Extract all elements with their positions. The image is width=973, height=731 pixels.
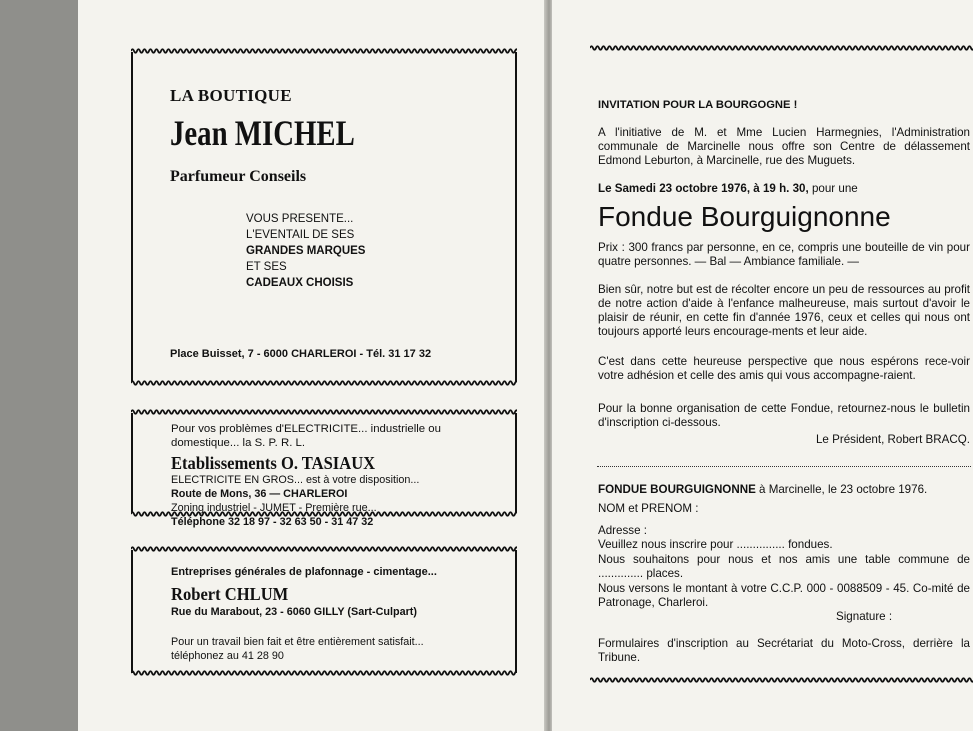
- boutique-line: GRANDES MARQUES: [246, 245, 366, 257]
- invitation-date-bold: Le Samedi 23 octobre 1976, à 19 h. 30,: [598, 182, 809, 195]
- president-signature: Le Président, Robert BRACQ.: [815, 433, 970, 446]
- event-price: Prix : 300 francs par personne, en ce, compris une bouteille de vin pour quatre personnes. — Bal — Ambiance familiale. —: [598, 241, 970, 269]
- boutique-line: CADEAUX CHOISIS: [246, 277, 354, 289]
- border-right: [515, 52, 517, 382]
- border-top: [131, 47, 517, 55]
- form-heading-rest: à Marcinelle, le 23 octobre 1976.: [755, 483, 928, 496]
- right-border-top: [590, 44, 973, 52]
- border-right: [515, 550, 517, 673]
- border-bottom: [131, 379, 517, 387]
- event-paragraph: Pour la bonne organisation de cette Fondue, retournez-nous le bulletin d'inscription ci-dessous.: [598, 402, 970, 430]
- invitation-heading: INVITATION POUR LA BOURGOGNE !: [598, 99, 798, 111]
- border-right: [515, 413, 517, 513]
- boutique-name: Jean MICHEL: [170, 113, 355, 153]
- boutique-line: VOUS PRESENTE...: [246, 213, 354, 225]
- cut-line: [597, 466, 971, 467]
- boutique-subtitle: Parfumeur Conseils: [170, 168, 307, 185]
- border-left: [131, 550, 133, 673]
- tasiaux-line: Route de Mons, 36 — CHARLEROI: [171, 488, 348, 500]
- form-name-label: NOM et PRENOM :: [598, 502, 699, 515]
- event-paragraph: C'est dans cette heureuse perspective que nous espérons rece-voir votre adhésion et celle des amis qui vous accompagne-raient.: [598, 355, 970, 383]
- invitation-date: [598, 182, 970, 196]
- border-top: [131, 408, 517, 416]
- chlum-address: Rue du Marabout, 23 - 6060 GILLY (Sart-Culpart): [171, 606, 417, 618]
- form-footer: Formulaires d'inscription au Secrétariat du Moto-Cross, derrière la Tribune.: [598, 637, 970, 665]
- chlum-intro: Entreprises générales de plafonnage - cimentage...: [171, 566, 437, 578]
- invitation-date-rest: pour une: [808, 182, 858, 195]
- right-border-bottom: [590, 676, 973, 684]
- tasiaux-line: ELECTRICITE EN GROS... est à votre disposition...: [171, 474, 420, 486]
- border-bottom: [131, 669, 517, 677]
- tasiaux-intro: domestique... la S. P. R. L.: [171, 437, 306, 449]
- boutique-line: ET SES: [246, 261, 287, 273]
- boutique-line: L'EVENTAIL DE SES: [246, 229, 355, 241]
- chlum-name: Robert CHLUM: [171, 584, 289, 604]
- form-address-label: Adresse :: [598, 524, 647, 537]
- chlum-line: Pour un travail bien fait et être entièrement satisfait...: [171, 636, 424, 648]
- border-top: [131, 545, 517, 553]
- boutique-heading: LA BOUTIQUE: [170, 86, 292, 105]
- tasiaux-line: Zoning industriel - JUMET - Première rue...: [171, 502, 377, 514]
- chlum-line: téléphonez au 41 28 90: [171, 650, 284, 662]
- left-page: [78, 0, 548, 731]
- form-line: Nous versons le montant à votre C.C.P. 000 - 0088509 - 45. Co-mité de Patronage, Charleroi.: [598, 582, 970, 610]
- event-title: Fondue Bourguignonne: [598, 201, 891, 232]
- tasiaux-name: Etablissements O. TASIAUX: [171, 453, 376, 473]
- form-heading: [598, 483, 970, 497]
- form-signature-label: Signature :: [836, 610, 893, 623]
- border-left: [131, 52, 133, 382]
- tasiaux-intro: Pour vos problèmes d'ELECTRICITE... industrielle ou: [171, 423, 441, 435]
- form-heading-bold: FONDUE BOURGUIGNONNE: [598, 483, 756, 496]
- border-left: [131, 413, 133, 513]
- boutique-address: Place Buisset, 7 - 6000 CHARLEROI - Tél. 31 17 32: [170, 348, 432, 360]
- form-line: Nous souhaitons pour nous et nos amis une table commune de .............. places.: [598, 553, 970, 581]
- form-line: Veuillez nous inscrire pour ............... fondues.: [598, 538, 833, 551]
- tasiaux-line: Téléphone 32 18 97 - 32 63 50 - 31 47 32: [171, 516, 374, 528]
- invitation-intro: A l'initiative de M. et Mme Lucien Harmegnies, l'Administration communale de Marcinelle nous offre son Centre de délassement Edmond Leburton, à Marcinelle, rue des Muguets.: [598, 126, 970, 168]
- event-paragraph: Bien sûr, notre but est de récolter encore un peu de ressources au profit de notre action d'aide à l'enfance malheureuse, mais surtout d'avoir le plaisir de réunir, en cette fin d'année 1976, ceux et celles qui nous ont toujours apporté leurs encourage-ments et leur aide.: [598, 283, 970, 339]
